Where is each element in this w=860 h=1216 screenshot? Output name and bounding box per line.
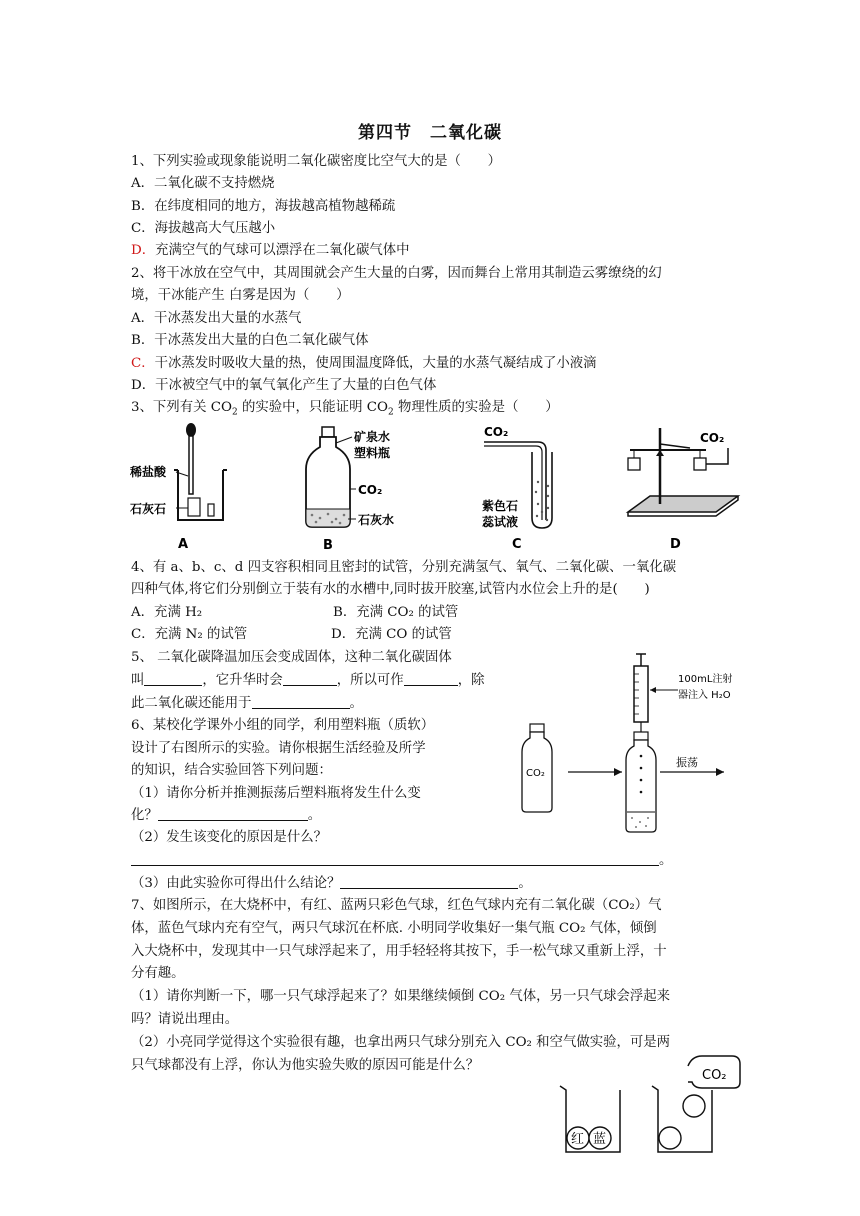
q6-part2: （2）发生该变化的原因是什么？ <box>131 830 327 845</box>
q6-part3 <box>131 874 532 894</box>
q6-text: 。 <box>307 808 322 823</box>
q6-text: 。 <box>518 876 532 891</box>
q5-blank-other-use[interactable] <box>252 694 350 709</box>
q5-blank-use[interactable] <box>404 671 458 686</box>
q1-answer-letter: D． <box>131 243 156 258</box>
q6-shake-label: 振荡 <box>676 756 698 769</box>
q1-option-d-text: 充满空气的气球可以漂浮在二氧化碳气体中 <box>155 243 410 258</box>
q6-syringe-label1: 100mL注射 <box>678 674 733 685</box>
q1-option-c: C．海拔越高大气压越小 <box>131 221 276 236</box>
q3-figure-b <box>300 425 415 555</box>
q1-option-a: A．二氧化碳不支持燃烧 <box>131 176 275 191</box>
q7-line3: 入大烧杯中，发现其中一只气球浮起来了，用手轻轻将其按下，手一松气球又重新上浮，十 <box>131 944 667 959</box>
q2-option-b: B．干冰蒸发出大量的白色二氧化碳气体 <box>131 333 369 348</box>
q7-part2-line2: 只气球都没有上浮，你认为他实验失败的原因可能是什么？ <box>131 1058 480 1073</box>
q5-text: ，除 <box>457 673 485 688</box>
fig-b-label-co2: CO₂ <box>358 483 383 497</box>
q5-text: ，它升华时会 <box>202 673 283 688</box>
fig-b-letter: B <box>323 538 333 553</box>
q7-line2: 体，蓝色气球内充有空气，两只气球沉在杯底. 小明同学收集好一集气瓶 CO₂ 气体，倾倒 <box>131 921 657 936</box>
q7-part2-line1: （2）小亮同学觉得这个实验很有趣，也拿出两只气球分别充入 CO₂ 和空气做实验，可是两 <box>131 1035 671 1050</box>
q5-blank-name[interactable] <box>144 671 202 686</box>
q3-stem-part3: 物理性质的实验是（ ） <box>393 400 559 415</box>
fig-c-gas-label: CO₂ <box>484 425 509 439</box>
q2-stem-line1: 2、将干冰放在空气中，其周围就会产生大量的白雾，因而舞台上常用其制造云雾缭绕的幻 <box>131 266 662 281</box>
fig-d-letter: D <box>670 537 681 552</box>
q4-option-d: D．充满 CO 的试管 <box>331 627 452 642</box>
q5-text: 。 <box>349 696 363 711</box>
q6-line2: 设计了右图所示的实验。请你根据生活经验及所学 <box>131 741 426 756</box>
q4-option-b: B．充满 CO₂ 的试管 <box>333 605 459 620</box>
fig-c-label2: 蕊试液 <box>482 515 519 529</box>
q7-red-balloon-label: 红 <box>571 1132 585 1147</box>
q4-option-c: C．充满 N₂ 的试管 <box>131 627 248 642</box>
q2-stem-line2: 境，干冰能产生 白雾是因为（ ） <box>131 288 350 303</box>
fig-a-label-acid: 稀盐酸 <box>130 465 167 479</box>
q3-stem <box>131 398 559 423</box>
q3-figure-d <box>620 420 745 555</box>
q1-option-b: B．在纬度相同的地方，海拔越高植物越稀疏 <box>131 199 396 214</box>
fig-a-letter: A <box>178 537 189 552</box>
q3-figure-a <box>128 420 238 555</box>
q1-option-d <box>131 241 410 261</box>
q6-syringe-label2: 器注入 H₂O <box>678 690 731 701</box>
q6-blank-conclusion[interactable] <box>340 874 518 889</box>
q2-option-d: D．干冰被空气中的氧气氧化产生了大量的白色气体 <box>131 378 437 393</box>
fig-a-label-stone: 石灰石 <box>130 502 167 516</box>
q3-stem-part2: 的实验中，只能证明 CO <box>237 400 388 415</box>
q6-part1-line1: （1）请你分析并推测振荡后塑料瓶将发生什么变 <box>131 786 421 801</box>
q3-subscript: 2 <box>387 407 394 418</box>
q3-subscript: 2 <box>231 407 238 418</box>
q7-part1-line1: （1）请你判断一下，哪一只气球浮起来了？如果继续倾倒 CO₂ 气体，另一只气球会浮起来 <box>131 989 671 1004</box>
q5-text: 此二氧化碳还能用于 <box>131 696 252 711</box>
fig-b-label1: 矿泉水 <box>354 430 391 444</box>
q6-line3: 的知识，结合实验回答下列问题： <box>131 763 332 778</box>
q6-blank-reason[interactable] <box>131 851 659 866</box>
q7-figure <box>556 1052 746 1156</box>
q5-line1: 5、 二氧化碳降温加压会变成固体，这种二氧化碳固体 <box>131 650 452 665</box>
q7-jar-label: CO₂ <box>702 1068 727 1083</box>
q1-stem: 1、下列实验或现象能说明二氧化碳密度比空气大的是（ ） <box>131 154 502 169</box>
q2-option-c-text: 干冰蒸发时吸收大量的热，使周围温度降低，大量的水蒸气凝结成了小液滴 <box>154 356 597 371</box>
q7-line4: 分有趣。 <box>131 966 185 981</box>
q3-figure-c <box>478 420 578 555</box>
fig-c-letter: C <box>512 537 522 552</box>
fig-b-label-limewater: 石灰水 <box>358 513 395 527</box>
q5-blank-sublimation[interactable] <box>283 671 337 686</box>
q6-blank-change[interactable] <box>158 806 308 821</box>
q5-line3 <box>131 694 363 714</box>
q6-part1-line2 <box>131 806 321 826</box>
q3-stem-part1: 3、下列有关 CO <box>131 400 232 415</box>
q5-text: ，所以可作 <box>336 673 404 688</box>
q4-stem-line1: 4、有 a、b、c、d 四支容积相同且密封的试管，分别充满氢气、氧气、二氧化碳、一氧化碳 <box>131 560 677 575</box>
q6-text: （3）由此实验你可得出什么结论？ <box>131 876 341 891</box>
q6-bottle-label: CO₂ <box>526 768 545 779</box>
fig-d-gas-label: CO₂ <box>700 431 725 445</box>
q2-answer-letter: C． <box>131 356 155 371</box>
q4-option-a: A．充满 H₂ <box>131 605 203 620</box>
q2-option-c <box>131 354 597 374</box>
fig-c-label1: 紫色石 <box>482 499 519 513</box>
q7-blue-balloon-label: 蓝 <box>593 1132 607 1147</box>
q6-figure <box>518 652 748 837</box>
page-title: 第四节 二氧化碳 <box>358 123 502 143</box>
q6-text: 化？ <box>131 808 158 823</box>
fig-b-label2: 塑料瓶 <box>354 446 391 460</box>
q2-option-a: A．干冰蒸发出大量的水蒸气 <box>131 311 302 326</box>
q5-text: 叫 <box>131 673 145 688</box>
q6-part2-answer <box>131 851 672 871</box>
q6-line1: 6、某校化学课外小组的同学，利用塑料瓶（质软） <box>131 718 435 733</box>
q4-stem-line2: 四种气体,将它们分别倒立于装有水的水槽中,同时拔开胶塞,试管内水位会上升的是( ) <box>131 582 650 597</box>
q7-part1-line2: 吗？请说出理由。 <box>131 1012 239 1027</box>
q5-line2 <box>131 671 484 691</box>
q6-text: 。 <box>659 853 673 868</box>
q7-line1: 7、如图所示，在大烧杯中，有红、蓝两只彩色气球，红色气球内充有二氧化碳（CO₂）气 <box>131 898 662 913</box>
